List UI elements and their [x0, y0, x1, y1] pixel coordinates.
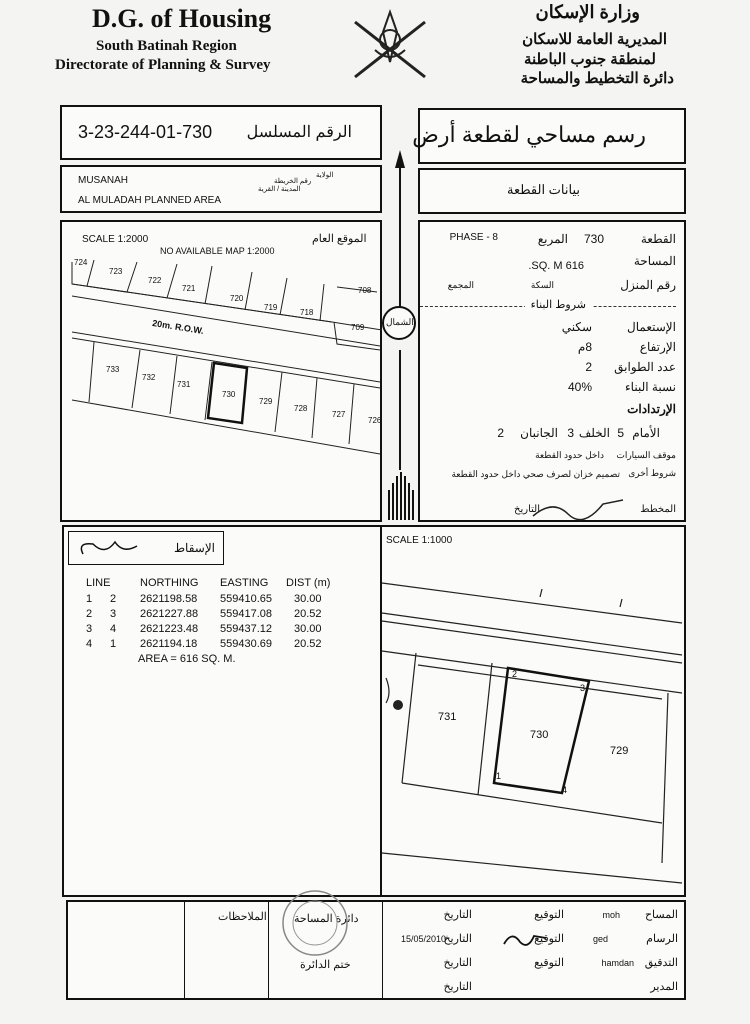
floors-label: عدد الطوابق — [614, 360, 676, 374]
lot-728: 728 — [294, 404, 308, 413]
lot-724: 724 — [74, 258, 88, 267]
planner-date-label: التاريخ — [514, 504, 540, 515]
row-to: 2 — [110, 593, 117, 605]
role-label: الرسام — [646, 933, 678, 945]
row-northing: 2621227.88 — [140, 608, 199, 620]
parking-value: داخل حدود القطعة — [535, 450, 604, 460]
projection-label: الإسقاط — [173, 541, 215, 555]
row-from: 4 — [86, 638, 93, 650]
plot-data-title: بيانات القطعة — [507, 182, 580, 197]
lot-731: 731 — [177, 380, 191, 389]
key-map-title: الموقع العام — [312, 233, 367, 245]
date-label: التاريخ — [443, 981, 472, 993]
detail-lot-729: 729 — [610, 745, 629, 757]
area-value: 616 SQ. M. — [528, 260, 584, 272]
back-label: الخلف — [578, 426, 610, 440]
row-from: 3 — [86, 623, 93, 635]
sig-label: التوقيع — [534, 933, 564, 945]
row-northing: 2621198.58 — [140, 593, 198, 605]
row-northing: 2621223.48 — [140, 623, 199, 635]
row-easting: 559417.08 — [220, 608, 272, 620]
drafter-signature — [500, 928, 550, 952]
header-en-line3: Directorate of Planning & Survey — [55, 57, 271, 73]
date-label: التاريخ — [443, 957, 472, 969]
emblem-icon — [345, 2, 435, 82]
lot-726: 726 — [368, 416, 382, 425]
footer-frame — [66, 900, 686, 1000]
use-value: سكني — [561, 320, 592, 334]
back-value: 3 — [567, 426, 574, 440]
key-map-scale: SCALE 1:2000 — [82, 234, 149, 245]
col-northing: NORTHING — [140, 577, 199, 589]
row-dist: 30.00 — [294, 593, 322, 605]
serial-label: الرقم المسلسل — [246, 124, 352, 141]
planner-label: المخطط — [640, 504, 676, 515]
parking-label: موقف السيارات — [616, 450, 676, 460]
other-label: شروط أخرى — [628, 468, 676, 478]
role-label: المساح — [644, 909, 678, 921]
wilayat-value: MUSANAH — [78, 175, 129, 186]
lot-732: 732 — [142, 373, 156, 382]
row-easting: 559410.65 — [220, 593, 272, 605]
col-dist: DIST (m) — [286, 577, 331, 589]
stamp-label: ختم الدائرة — [300, 959, 351, 971]
street-label: السكة — [530, 280, 554, 290]
row-easting: 559430.69 — [220, 638, 272, 650]
corner-4: 4 — [562, 785, 568, 795]
setbacks-label: الإرتدادات — [627, 402, 676, 416]
area-total: AREA = 616 SQ. M. — [138, 653, 236, 665]
lot-723: 723 — [109, 267, 123, 276]
lot-733: 733 — [106, 365, 120, 374]
role-name: ged — [592, 934, 608, 944]
height-value: 8م — [577, 340, 592, 354]
lot-718: 718 — [300, 308, 314, 317]
other-value: تصميم خزان لصرف صحي داخل حدود القطعة — [451, 469, 620, 479]
ratio-label: نسبة البناء — [625, 380, 676, 394]
use-label: الإستعمال — [627, 320, 676, 334]
area-name: AL MULADAH PLANNED AREA — [78, 195, 222, 206]
notes-label: الملاحظات — [218, 911, 267, 923]
detail-map — [382, 553, 686, 893]
key-map-road: 20m. R.O.W. — [151, 317, 205, 337]
role-name: hamdan — [601, 958, 634, 968]
lot-727: 727 — [332, 410, 346, 419]
date-value: 15/05/2010 — [400, 934, 446, 944]
header-en-line1: D.G. of Housing — [92, 4, 272, 33]
col-line: LINE — [86, 577, 111, 589]
ratio-value: 40% — [567, 380, 592, 394]
wilayat-label: الولاية — [316, 172, 334, 179]
house-no-label: رقم المنزل — [620, 278, 676, 292]
plot-data-header — [418, 168, 686, 214]
header-ar-line1: المديرية العامة للاسكان — [522, 31, 667, 48]
role-label: المدير — [650, 981, 678, 993]
lot-730: 730 — [222, 390, 236, 399]
detail-lot-730: 730 — [530, 729, 549, 741]
sides-label: الجانبان — [520, 426, 558, 440]
lot-720: 720 — [230, 294, 244, 303]
lot-708: 708 — [358, 286, 372, 295]
col-easting: EASTING — [220, 577, 269, 589]
complex-label: المجمع — [447, 280, 474, 290]
row-easting: 559437.12 — [220, 623, 272, 635]
row-dist: 20.52 — [294, 608, 322, 620]
serial-box — [60, 105, 382, 160]
map-no-label: رقم الخريطة — [274, 178, 312, 185]
city-label: المدينة / القرية — [258, 186, 301, 193]
plot-label: القطعة — [640, 232, 676, 246]
area-label: المساحة — [633, 254, 676, 268]
row-from: 1 — [86, 593, 93, 605]
planner-signature — [528, 494, 628, 524]
phase-value: PHASE - 8 — [449, 232, 498, 243]
sig-label: التوقيع — [534, 909, 564, 921]
plot-number: 730 — [583, 232, 604, 246]
height-label: الإرتفاع — [639, 340, 676, 354]
detail-lot-731: 731 — [438, 711, 457, 723]
title-box — [412, 108, 686, 164]
north-label: الشمال — [386, 317, 414, 327]
date-label: التاريخ — [443, 933, 472, 945]
corner-1: 1 — [496, 771, 502, 781]
key-map — [60, 220, 382, 522]
location-box — [60, 165, 382, 213]
row-dist: 30.00 — [294, 623, 322, 635]
lot-729: 729 — [259, 397, 273, 406]
sides-value: 2 — [497, 426, 504, 440]
row-dist: 20.52 — [294, 638, 322, 650]
header-ar-line2: لمنطقة جنوب الباطنة — [523, 51, 656, 68]
plot-details — [418, 220, 686, 522]
lot-709: 709 — [351, 323, 365, 332]
floors-value: 2 — [585, 360, 592, 374]
row-to: 3 — [110, 608, 117, 620]
row-northing: 2621194.18 — [140, 638, 198, 650]
lot-719: 719 — [264, 303, 278, 312]
detail-map-scale: SCALE 1:1000 — [386, 535, 453, 546]
header-ar-line3: دائرة التخطيط والمساحة — [520, 70, 674, 87]
serial-number: 3-23-244-01-730 — [78, 122, 213, 142]
coords-table — [82, 577, 372, 697]
projection-signature — [75, 536, 145, 562]
front-label: الأمام — [632, 426, 660, 440]
role-label: التدقيق — [644, 957, 678, 969]
header-en-line2: South Batinah Region — [96, 38, 237, 54]
middle-frame — [62, 525, 686, 897]
sig-label: التوقيع — [534, 957, 564, 969]
row-to: 1 — [110, 638, 117, 650]
north-badge — [382, 306, 416, 340]
row-to: 4 — [110, 623, 117, 635]
document-title: رسم مساحي لقطعة أرض — [412, 122, 646, 147]
date-label: التاريخ — [443, 909, 472, 921]
row-from: 2 — [86, 608, 93, 620]
conditions-title: شروط البناء — [525, 298, 592, 311]
role-name: moh — [602, 910, 620, 920]
lot-721: 721 — [182, 284, 196, 293]
dept-label: دائرة المساحة — [294, 913, 359, 925]
dept-stamp-icon — [280, 888, 350, 958]
lot-722: 722 — [148, 276, 162, 285]
front-value: 5 — [617, 426, 624, 440]
key-map-note: NO AVAILABLE MAP 1:2000 — [160, 246, 275, 256]
header-ar-line0: وزارة الإسكان — [535, 2, 640, 22]
projection-box — [68, 531, 224, 565]
corner-2: 2 — [512, 669, 518, 679]
corner-3: 3 — [580, 683, 586, 693]
square-label: المربع — [537, 232, 568, 246]
